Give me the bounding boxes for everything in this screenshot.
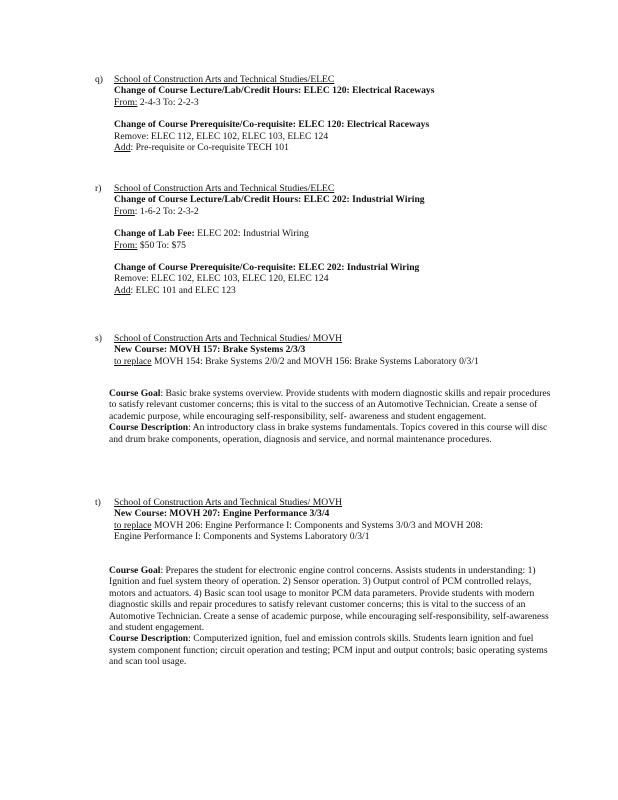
change-title: Change of Course Prerequisite/Co-requisite: ELEC 120: Electrical Raceways [114,119,430,131]
course-goal-block [109,388,555,445]
change-title: Change of Course Prerequisite/Co-requisite: ELEC 202: Industrial Wiring [114,262,420,274]
school-header: School of Construction Arts and Technical Studies/ MOVH [114,333,343,344]
course-goal: Course Goal: Prepares the student for electronic engine control concerns. Assists students in understanding: 1) Ignition and fuel system theory of operation. 2) Sensor operation. 3) Output control of PCM controlled relays, motors and actuators. 4) Basic scan tool usage to monitor PCM data parameters. Provide students with modern diagnostic skills and repair procedures to satisfy relevant customer concerns; this is vital to the success of an Automotive Technician. Create a sense of academic purpose, while encouraging self-responsibility, self-awareness and student engagement. [109,565,549,634]
course-goal-block [109,565,555,668]
school-header: School of Construction Arts and Technical Studies/ MOVH [114,497,343,508]
change-detail: Add: ELEC 101 and ELEC 123 [114,284,236,296]
school-header: School of Construction Arts and Technical Studies/ELEC [114,74,335,85]
replace-line: to replace MOVH 206: Engine Performance I: Components and Systems 3/0/3 and MOVH 208: [114,519,484,531]
change-title: Change of Course Lecture/Lab/Credit Hours: ELEC 120: Electrical Raceways [114,85,435,97]
change-detail: From: $50 To: $75 [114,239,186,251]
change-detail: From: 1-6-2 To: 2-3-2 [114,205,199,217]
change-detail: Add: Pre-requisite or Co-requisite TECH 101 [114,142,289,154]
change-detail: From: 2-4-3 To: 2-2-3 [114,96,199,108]
course-description: Course Description: Computerized ignition, fuel and emission controls skills. Students learn ignition and fuel system component function; circuit operation and testing; PCM input and output controls; basic operating systems and scan tool usage. [109,633,548,668]
course-goal: Course Goal: Basic brake systems overview. Provide students with modern diagnostic skills and repair procedures to satisfy relevant customer concerns; this is vital to the success of an Automotive Technician. Create a sense of academic purpose, while encouraging self-responsibility, self- awareness and student engagement. [109,388,551,422]
change-title: Change of Lab Fee: ELEC 202: Industrial Wiring [114,228,309,240]
section-letter: s) [95,333,102,344]
change-title: Change of Course Lecture/Lab/Credit Hours: ELEC 202: Industrial Wiring [114,194,425,206]
section-letter: q) [95,74,103,85]
section-letter: r) [95,183,102,194]
change-detail: Remove: ELEC 112, ELEC 102, ELEC 103, ELEC 124 [114,130,329,142]
change-detail: Remove: ELEC 102, ELEC 103, ELEC 120, ELEC 124 [114,273,329,285]
new-course-title: New Course: MOVH 207: Engine Performance 3/3/4 [114,508,330,520]
replace-line-continued: Engine Performance I: Components and Systems Laboratory 0/3/1 [114,531,370,543]
course-description: Course Description: An introductory class in brake systems fundamentals. Topics covered in this course will disc and drum brake components, operation, diagnosis and service, and normal maintenance procedures. [109,422,548,445]
section-letter: t) [95,497,101,508]
replace-line: to replace MOVH 154: Brake Systems 2/0/2 and MOVH 156: Brake Systems Laboratory 0/3/1 [114,355,479,367]
new-course-title: New Course: MOVH 157: Brake Systems 2/3/3 [114,344,306,356]
school-header: School of Construction Arts and Technical Studies/ELEC [114,183,335,194]
